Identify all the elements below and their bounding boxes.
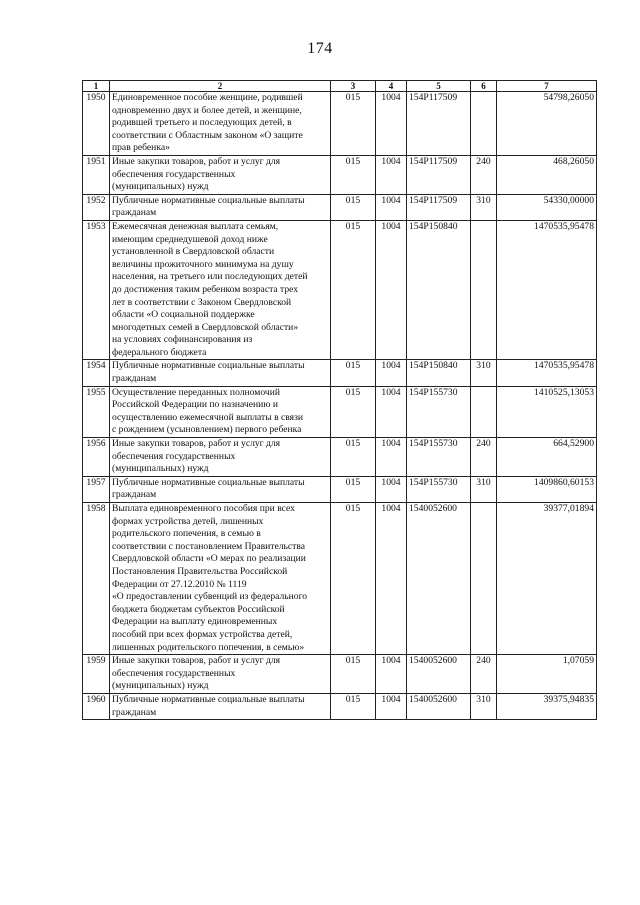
table-row bbox=[83, 503, 597, 655]
section-code: 1004 bbox=[376, 438, 407, 477]
ministry-code: 015 bbox=[331, 194, 376, 220]
row-number: 1960 bbox=[83, 693, 110, 719]
amount: 39377,01894 bbox=[497, 503, 597, 655]
target-article-code: 154P155730 bbox=[407, 438, 471, 477]
amount: 39375,94835 bbox=[497, 693, 597, 719]
amount: 1470535,95478 bbox=[497, 220, 597, 360]
section-code: 1004 bbox=[376, 220, 407, 360]
table-header-row bbox=[83, 81, 597, 92]
row-description: Выплата единовременного пособия при всех формах устройства детей, лишенных родительского попечения, в семью в соответствии с постановлением Правительства Свердловской области «О мерах по реализации Постановления Правительства Российской Федерации от 27.12.2010 № 1119 «О предоставлении субвенций из федерального бюджета бюджетам субъектов Российской Федерации на выплату единовременных пособий при всех формах устройства детей, лишенных родительского попечения, в семью» bbox=[110, 503, 331, 655]
target-article-code: 154P150840 bbox=[407, 360, 471, 386]
row-description: Осуществление переданных полномочий Российской Федерации по назначению и осуществлению ежемесячной выплаты в связи с рождением (усыновлением) первого ребенка bbox=[110, 386, 331, 437]
section-code: 1004 bbox=[376, 92, 407, 156]
table-row bbox=[83, 155, 597, 194]
row-description: Единовременное пособие женщине, родившей одновременно двух и более детей, и женщине, родившей третьего и последующих детей, в соответствии с Областным законом «О защите прав ребенка» bbox=[110, 92, 331, 156]
ministry-code: 015 bbox=[331, 503, 376, 655]
table-row bbox=[83, 386, 597, 437]
page-number: 174 bbox=[307, 40, 333, 57]
ministry-code: 015 bbox=[331, 386, 376, 437]
expense-type-code: 310 bbox=[471, 693, 497, 719]
target-article-code: 154P150840 bbox=[407, 220, 471, 360]
target-article-code: 154P155730 bbox=[407, 476, 471, 502]
section-code: 1004 bbox=[376, 655, 407, 694]
row-description: Ежемесячная денежная выплата семьям, имеющим среднедушевой доход ниже установленной в Свердловской области величины прожиточного минимума на душу населения, на третьего или последующих детей до достижения таким ребенком возраста трех лет в соответствии с Законом Свердловской области «О социальной поддержке многодетных семей в Свердловской области» на условиях софинансирования из федерального бюджета bbox=[110, 220, 331, 360]
row-number: 1952 bbox=[83, 194, 110, 220]
row-number: 1956 bbox=[83, 438, 110, 477]
row-number: 1953 bbox=[83, 220, 110, 360]
row-number: 1959 bbox=[83, 655, 110, 694]
column-header: 5 bbox=[407, 81, 471, 92]
table-row bbox=[83, 92, 597, 156]
amount: 1470535,95478 bbox=[497, 360, 597, 386]
row-number: 1951 bbox=[83, 155, 110, 194]
column-header: 7 bbox=[497, 81, 597, 92]
table-row bbox=[83, 438, 597, 477]
target-article-code: 154P155730 bbox=[407, 386, 471, 437]
table-row bbox=[83, 476, 597, 502]
row-number: 1958 bbox=[83, 503, 110, 655]
amount: 1409860,60153 bbox=[497, 476, 597, 502]
row-number: 1950 bbox=[83, 92, 110, 156]
target-article-code: 1540052600 bbox=[407, 655, 471, 694]
target-article-code: 1540052600 bbox=[407, 503, 471, 655]
ministry-code: 015 bbox=[331, 155, 376, 194]
amount: 1410525,13053 bbox=[497, 386, 597, 437]
expense-type-code: 310 bbox=[471, 194, 497, 220]
expense-type-code bbox=[471, 92, 497, 156]
column-header: 2 bbox=[110, 81, 331, 92]
budget-table bbox=[82, 80, 597, 720]
row-description: Публичные нормативные социальные выплаты гражданам bbox=[110, 693, 331, 719]
section-code: 1004 bbox=[376, 360, 407, 386]
row-number: 1954 bbox=[83, 360, 110, 386]
table-row bbox=[83, 220, 597, 360]
column-header: 3 bbox=[331, 81, 376, 92]
ministry-code: 015 bbox=[331, 220, 376, 360]
column-header: 6 bbox=[471, 81, 497, 92]
amount: 54330,00000 bbox=[497, 194, 597, 220]
expense-type-code bbox=[471, 503, 497, 655]
amount: 54798,26050 bbox=[497, 92, 597, 156]
ministry-code: 015 bbox=[331, 360, 376, 386]
column-header: 4 bbox=[376, 81, 407, 92]
ministry-code: 015 bbox=[331, 693, 376, 719]
target-article-code: 154P117509 bbox=[407, 155, 471, 194]
row-description: Публичные нормативные социальные выплаты гражданам bbox=[110, 360, 331, 386]
section-code: 1004 bbox=[376, 693, 407, 719]
expense-type-code: 310 bbox=[471, 476, 497, 502]
expense-type-code: 240 bbox=[471, 655, 497, 694]
table-row bbox=[83, 655, 597, 694]
row-description: Иные закупки товаров, работ и услуг для обеспечения государственных (муниципальных) нужд bbox=[110, 438, 331, 477]
expense-type-code: 240 bbox=[471, 155, 497, 194]
section-code: 1004 bbox=[376, 476, 407, 502]
row-number: 1955 bbox=[83, 386, 110, 437]
table-row bbox=[83, 194, 597, 220]
amount: 664,52900 bbox=[497, 438, 597, 477]
target-article-code: 154P117509 bbox=[407, 194, 471, 220]
ministry-code: 015 bbox=[331, 438, 376, 477]
section-code: 1004 bbox=[376, 503, 407, 655]
row-description: Публичные нормативные социальные выплаты гражданам bbox=[110, 476, 331, 502]
target-article-code: 1540052600 bbox=[407, 693, 471, 719]
section-code: 1004 bbox=[376, 386, 407, 437]
ministry-code: 015 bbox=[331, 476, 376, 502]
ministry-code: 015 bbox=[331, 92, 376, 156]
amount: 1,07059 bbox=[497, 655, 597, 694]
expense-type-code: 310 bbox=[471, 360, 497, 386]
table-row bbox=[83, 693, 597, 719]
row-description: Иные закупки товаров, работ и услуг для обеспечения государственных (муниципальных) нужд bbox=[110, 655, 331, 694]
row-description: Иные закупки товаров, работ и услуг для обеспечения государственных (муниципальных) нужд bbox=[110, 155, 331, 194]
amount: 468,26050 bbox=[497, 155, 597, 194]
section-code: 1004 bbox=[376, 155, 407, 194]
expense-type-code bbox=[471, 220, 497, 360]
table-row bbox=[83, 360, 597, 386]
target-article-code: 154P117509 bbox=[407, 92, 471, 156]
ministry-code: 015 bbox=[331, 655, 376, 694]
row-number: 1957 bbox=[83, 476, 110, 502]
section-code: 1004 bbox=[376, 194, 407, 220]
row-description: Публичные нормативные социальные выплаты гражданам bbox=[110, 194, 331, 220]
expense-type-code: 240 bbox=[471, 438, 497, 477]
column-header: 1 bbox=[83, 81, 110, 92]
expense-type-code bbox=[471, 386, 497, 437]
